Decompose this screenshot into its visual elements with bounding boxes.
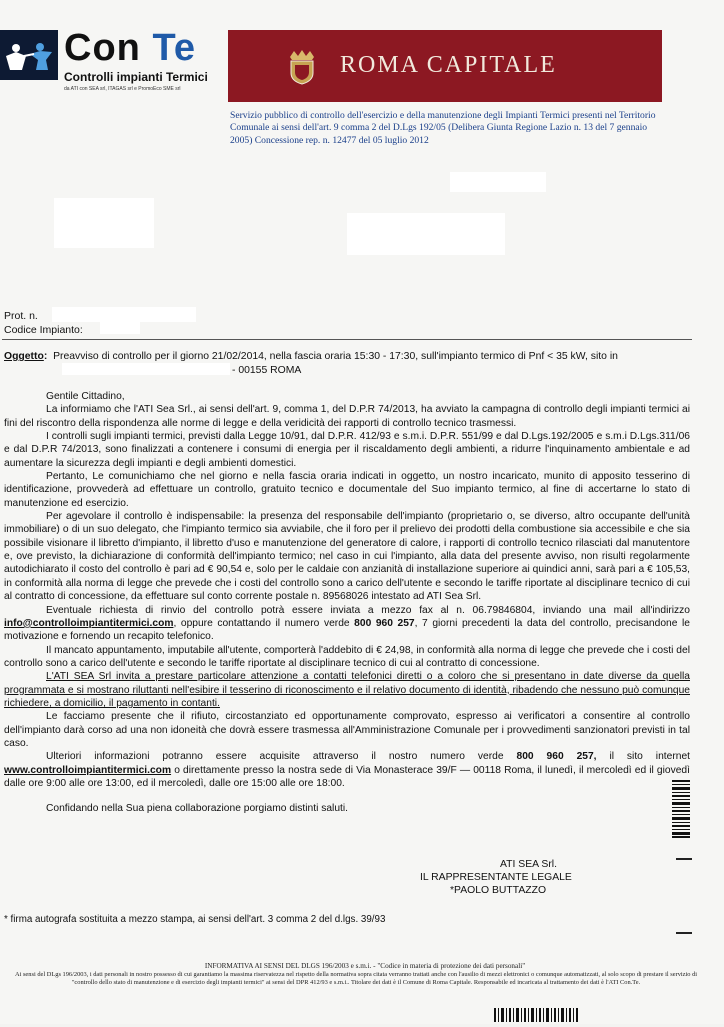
paragraph: I controlli sugli impianti termici, previsti dalla Legge 10/91, dal D.P.R. 412/93 e s.m.i. D.P.R. 551/99 e dal D.Lgs.192/2005 e s.m.i D.Lgs.311/06 e dal D.P.R 74/2013, sono finalizzati a contenere i consumi di energia per il riscaldamento degli ambienti, a ridurre l'inquinamento ambientale e ad aumentare la sicurezza degli impianti e degli ambienti domestici. [4,431,690,469]
paragraph: Il mancato appuntamento, imputabile all'utente, comporterà l'addebito di € 24,98, in conformità alla norma di legge che prevede che i costi del controllo sono a carico dell'utente e secondo le tariffe riportate al disciplinare tecnico di cui al contratto di concessione. [4,644,690,669]
roma-capitale-title: ROMA CAPITALE [340,52,557,78]
conte-logo-icon [0,30,58,80]
divider-top [2,339,692,340]
roma-capitale-banner [228,30,662,102]
barcode-icon [672,780,690,838]
privacy-title: INFORMATIVA AI SENSI DEL DLGS 196/2003 e s.m.i. - "Codice in materia di protezione dei dati personali" [204,962,526,970]
closing: Confidando nella Sua piena collaborazione porgiamo distinti saluti. [46,803,348,815]
oggetto-address: - 00155 ROMA [232,365,302,376]
codice-impianto-label: Codice Impianto: [4,324,83,336]
signature-company: ATI SEA Srl. [500,859,557,870]
fold-mark [676,858,692,860]
oggetto-block: Oggetto: Preavviso di controllo per il giorno 21/02/2014, nella fascia oraria 15:30 - 17:30, sull'impianto termico di Pnf < 35 kW, sito in - 00155 ROMA [4,351,618,376]
conte-logo-name: Con Te [64,27,196,69]
email-link[interactable]: info@controlloimpiantitermici.com [4,617,174,629]
paragraph: La informiamo che l'ATI Sea Srl., ai sensi dell'art. 9, comma 1, del D.P.R 74/2013, ha avviato la campagna di controllo degli impianti termici ai fini del riscontro della rispondenza alle norme di legge e della veridicità dei rapporti di controllo tecnico trasmessi. [4,404,690,429]
warning-paragraph: L'ATI SEA Srl invita a prestare particolare attenzione a contatti telefonici diretti o a coloro che si presentano in date diverse da quella programmata e si mostrano riluttanti nell'esibire il tesserino di riconoscimento e il relativo documento di identità, ribadendo che nessuno può comunque richiedere, a domicilio, il pagamento in contanti. [4,671,690,709]
paragraph: Per agevolare il controllo è indispensabile: la presenza del responsabile dell'impianto (proprietario o, se diverso, altro occupante dell'unità immobiliare) o di un suo delegato, che l'impianto termico sia avviabile, che il foro per il prelievo dei prodotti della combustione sia accessibile e che sia possibile visionare il libretto d'impianto, il libretto d'uso e manutenzione del generatore di calore, i rapporti di controllo tecnico rilasciati dal manutentore e, ove previsto, la dichiarazione di conformità dell'impianto termico; nel caso in cui l'impianto, alla data del presente avviso, non risulti regolarmente autodichiarato il costo del controllo è pari ad € 90,54 e, solo per le caldaie con anzianità di installazione superiore ai quindici anni, sarà pari a € 105,53, in conformità alla norma di legge che prevede che i costi del controllo sono a carico dell'utente e secondo le tariffe riportate al disciplinare tecnico di cui al contratto di concessione, da effettuare sul conto corrente postale n. 89568026 intestato ad ATI Sea Srl. [4,511,690,603]
paragraph: Le facciamo presente che il rifiuto, circostanziato ed opportunamente comprovato, espresso ai verificatori a consentire al controllo dell'impianto darà corso ad una non idoneità che dovrà essere trasmessa all'Amministrazione Comunale per i provvedimenti sanzionatori previsti in tal caso. [4,711,690,749]
barcode-icon [494,1008,578,1022]
toll-free-number: 800 960 257, [516,751,597,763]
roma-crest-icon [286,49,318,85]
toll-free-number: 800 960 257 [354,617,415,629]
paragraph-rinvio: Eventuale richiesta di rinvio del controllo potrà essere inviata a mezzo fax al n. 06.79846804, inviando una mail all'indirizzo info@controlloimpiantitermici.com, oppure contattando il numero verde 800 960 257, 7 giorni precedenti la data del controllo, precisandone le motivazione e fornendo un recapito telefonico. [4,604,690,643]
paragraph-info: Ulteriori informazioni potranno essere acquisite attraverso il nostro numero verde 800 960 257, il sito internet www.controlloimpiantitermici.com o direttamente presso la nostra sede di Via Monasterace 39/F — 00118 Roma, il lunedì, il mercoledì ed il giovedì dalle ore 9:00 alle ore 13:00, ed il mercoledì, dalle ore 15:00 alle ore 18:00. [4,751,690,789]
fold-mark [676,932,692,934]
signature-name: *PAOLO BUTTAZZO [450,885,547,896]
redaction-block [100,321,140,334]
privacy-text: Ai sensi del DLgs 196/2003, i dati personali in nostro possesso di cui garantiamo la massima riservatezza nel rispetto della normativa sopra citata verranno trattati anche con l'ausilio di mezzi elettronici o comunque automatizzati, al solo scopo di prestare il servizio di "controllo dello stato di manutenzione e di esercizio degli impianti termici" ai sensi del DPR 412/93 e s.m.i.. Titolare dei dati è il Comune di Roma Capitale. Responsabile ed incaricata al trattamento dei dati è l'ATI Con.Te. [14,971,698,987]
greeting: Gentile Cittadino, [46,391,125,402]
conte-logo-subtitle: Controlli impianti Termici [64,70,208,84]
signature-block [420,858,572,897]
service-description: Servizio pubblico di controllo dell'esercizio e della manutenzione degli Impianti Termici presenti nel Territorio Comunale ai sensi dell'art. 9 comma 2 del D.Lgs 192/05 (Delibera Giunta Regione Lazio n. 13 del 7 gennaio 2005) Concessione rep. n. 12477 del 05 luglio 2012 [230,110,656,146]
redaction-block [347,213,505,255]
oggetto-label: Oggetto [4,351,44,362]
paragraph: Pertanto, Le comunichiamo che nel giorno e nella fascia oraria indicati in oggetto, un nostro incaricato, munito di apposito tesserino di identificazione, provvederà ad effettuare un controllo, gratuito tecnico e documentale del Suo impianto termico, al fine di accertarne lo stato di manutenzione ed esercizio. [4,471,690,509]
firma-note: * firma autografa sostituita a mezzo stampa, ai sensi dell'art. 3 comma 2 del d.lgs. 39/93 [4,914,386,925]
signature-role: IL RAPPRESENTANTE LEGALE [420,872,572,883]
website-link[interactable]: www.controlloimpiantitermici.com [4,764,172,776]
reference-fields [4,309,83,337]
letter-body [4,390,690,816]
conte-logo-small-text: da ATI con SEA srl, ITAGAS srl e PromoEco SME srl [64,86,181,92]
prot-label: Prot. n. [4,310,38,322]
redaction-block [450,172,546,192]
oggetto-text: Preavviso di controllo per il giorno 21/02/2014, nella fascia oraria 15:30 - 17:30, sull'impianto termico di Pnf < 35 kW, sito in [53,351,618,362]
redaction-block [54,198,154,248]
